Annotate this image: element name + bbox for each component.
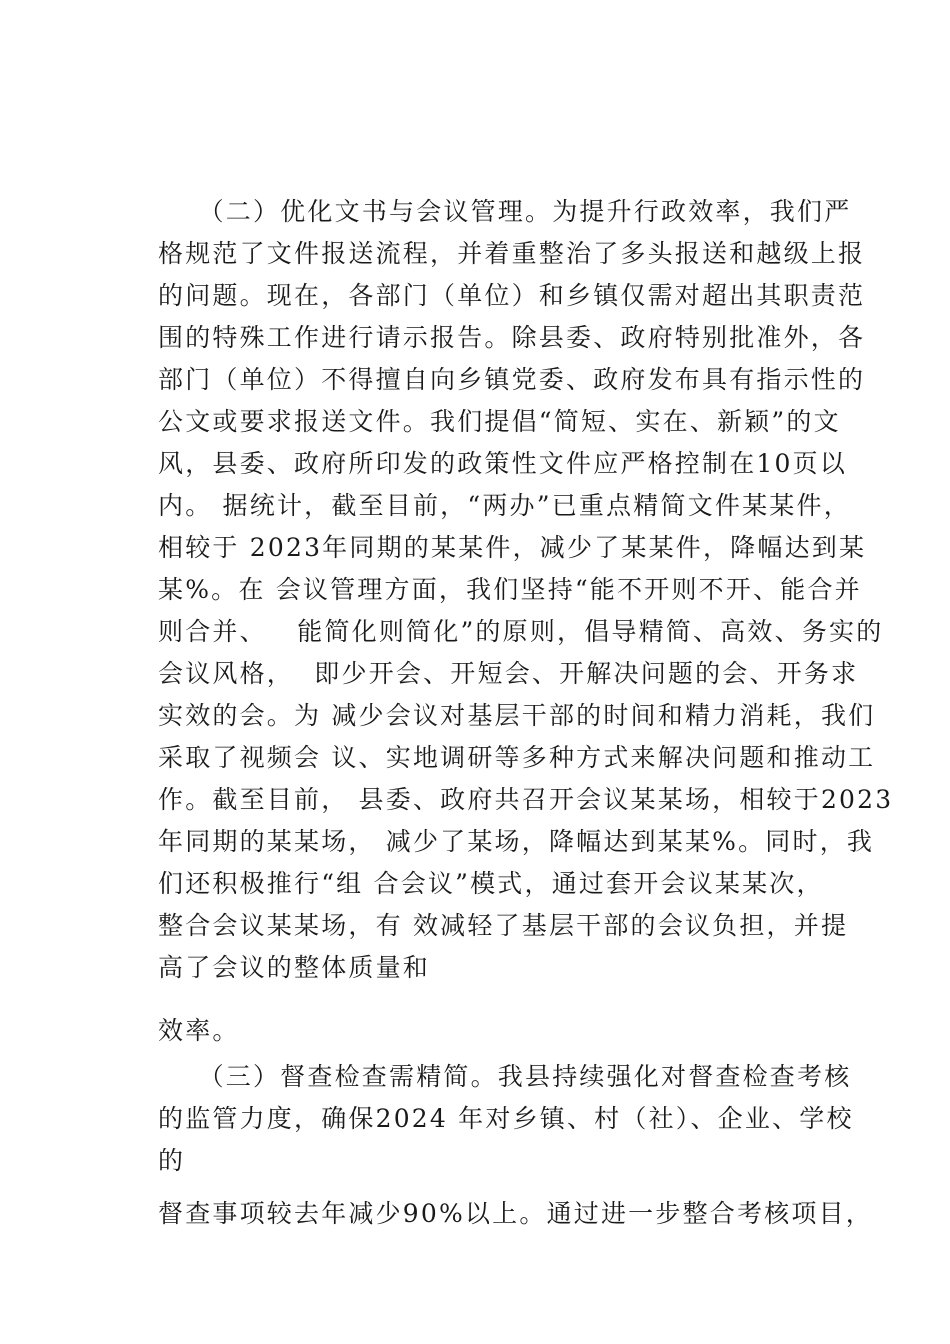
text-line: 高了会议的整体质量和	[158, 953, 431, 982]
text-line: 实效的会。为 减少会议对基层干部的时间和精力消耗，我们	[158, 701, 876, 730]
text-line: 风，县委、政府所印发的政策性文件应严格控制在10页以	[158, 449, 848, 478]
text-line: 内。 据统计，截至目前，“两办”已重点精简文件某某件，	[158, 491, 851, 520]
text-line: 整合会议某某场，有 效减轻了基层干部的会议负担，并提	[158, 911, 849, 940]
text-line: 效率。	[158, 1016, 240, 1045]
text-line: 的	[158, 1146, 186, 1175]
text-line: 的问题。现在，各部门（单位）和乡镇仅需对超出其职责范	[158, 281, 866, 310]
text-line: 围的特殊工作进行请示报告。除县委、政府特别批准外，各	[158, 323, 866, 352]
text-line: 某%。在 会议管理方面，我们坚持“能不开则不开、能合并	[158, 575, 862, 604]
text-line: 会议风格， 即少开会、开短会、开解决问题的会、开务求	[158, 659, 859, 688]
text-line: 公文或要求报送文件。我们提倡“简短、实在、新颖”的文	[158, 407, 841, 436]
text-line: 督查事项较去年减少90%以上。通过进一步整合考核项目，	[158, 1199, 873, 1228]
text-line: 作。截至目前， 县委、政府共召开会议某某场，相较于2023	[158, 785, 894, 814]
text-line: 则合并、 能简化则简化”的原则，倡导精简、高效、务实的	[158, 617, 884, 646]
text-line: 们还积极推行“组 合会议”模式，通过套开会议某某次，	[158, 869, 824, 898]
text-line: 的监管力度，确保2024 年对乡镇、村（社）、企业、学校	[158, 1104, 854, 1133]
text-line: 格规范了文件报送流程，并着重整治了多头报送和越级上报	[158, 239, 866, 268]
text-line: 采取了视频会 议、实地调研等多种方式来解决问题和推动工	[158, 743, 876, 772]
text-line: （二）优化文书与会议管理。为提升行政效率，我们严	[158, 197, 852, 226]
text-line: 年同期的某某场， 减少了某场，降幅达到某某%。同时，我	[158, 827, 875, 856]
text-line: 相较于 2023年同期的某某件，减少了某某件，降幅达到某	[158, 533, 867, 562]
text-line: （三）督查检查需精简。我县持续强化对督查检查考核	[158, 1062, 852, 1091]
text-line: 部门（单位）不得擅自向乡镇党委、政府发布具有指示性的	[158, 365, 866, 394]
